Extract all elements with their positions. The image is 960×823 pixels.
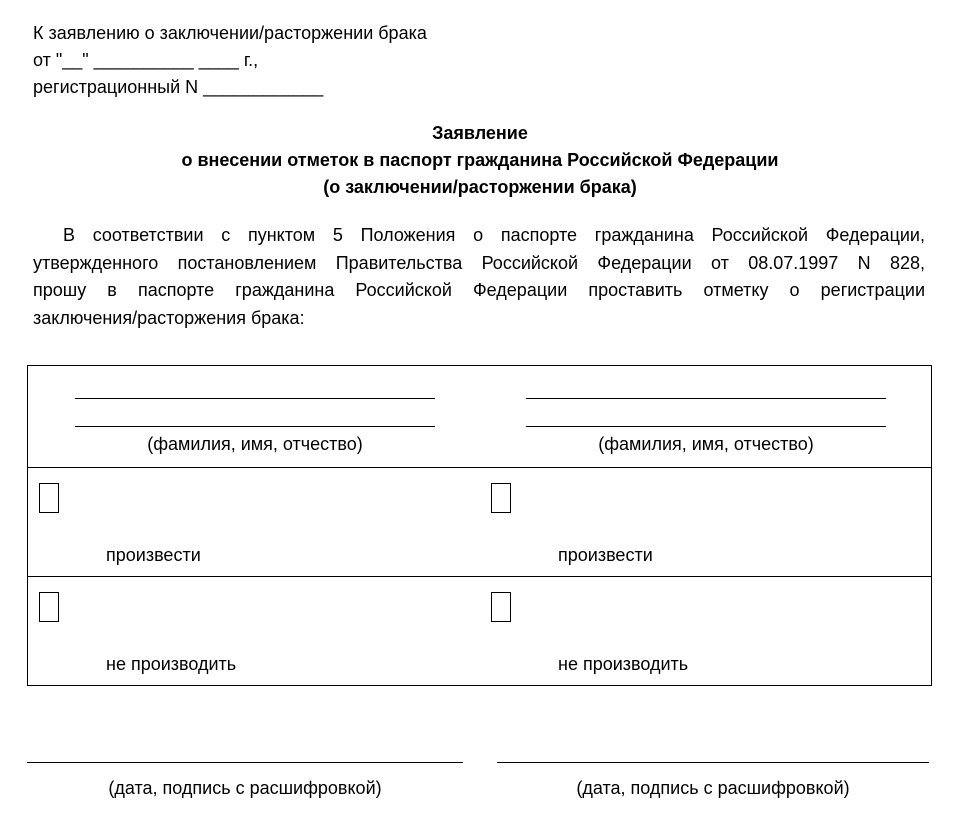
body-paragraph [33, 222, 925, 332]
header-line-3: регистрационный N ____________ [33, 77, 324, 97]
right-name-line-1[interactable] [526, 398, 886, 399]
left-name-line-2[interactable] [75, 426, 435, 427]
document-title: Заявление [432, 123, 528, 143]
right-name-caption: (фамилия, имя, отчество) [598, 434, 814, 454]
left-name-caption: (фамилия, имя, отчество) [147, 434, 363, 454]
document-subtitle: о внесении отметок в паспорт гражданина Российской Федерации [181, 150, 779, 170]
left-checkbox-dont[interactable] [39, 592, 59, 622]
left-signature-caption: (дата, подпись с расшифровкой) [108, 778, 382, 798]
right-checkbox-do[interactable] [491, 483, 511, 513]
left-signature-line[interactable] [27, 762, 463, 763]
left-name-line-1[interactable] [75, 398, 435, 399]
document-subtitle-parenthetical: (о заключении/расторжении брака) [323, 177, 637, 197]
body-line-3: прошу в паспорте гражданина Российской Федерации проставить отметку о регистрации [33, 280, 925, 300]
body-line-4: заключения/расторжения брака: [33, 307, 305, 328]
right-signature-line[interactable] [497, 762, 929, 763]
left-option-dont-label: не производить [106, 654, 237, 674]
header-line-1: К заявлению о заключении/расторжении брака [33, 23, 427, 43]
body-line-2: утвержденного постановлением Правительства Российской Федерации от 08.07.1997 N 828, [33, 252, 925, 273]
right-signature-caption: (дата, подпись с расшифровкой) [576, 778, 850, 798]
body-line-1: В соответствии с пунктом 5 Положения о паспорте гражданина Российской Федерации, [63, 225, 925, 245]
right-option-do-label: произвести [558, 545, 653, 565]
left-checkbox-do[interactable] [39, 483, 59, 513]
header-line-2: от "__" __________ ____ г., [33, 50, 259, 70]
applicants-table [27, 365, 932, 686]
table-divider-1 [28, 467, 931, 468]
right-option-dont-label: не производить [558, 654, 689, 674]
right-checkbox-dont[interactable] [491, 592, 511, 622]
left-option-do-label: произвести [106, 545, 201, 565]
table-divider-2 [28, 576, 931, 577]
right-name-line-2[interactable] [526, 426, 886, 427]
